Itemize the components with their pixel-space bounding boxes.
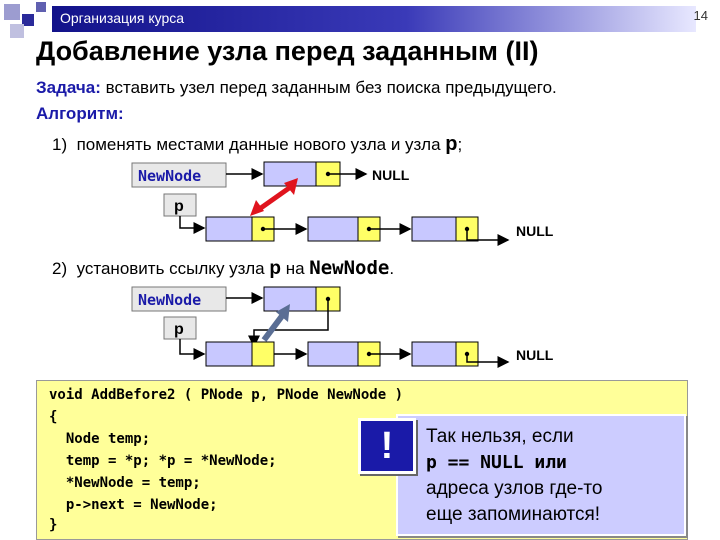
code-line: { bbox=[49, 409, 58, 425]
diagram-1 bbox=[132, 162, 554, 241]
code-line: temp = *p; *p = *NewNode; bbox=[49, 453, 277, 469]
step-2-mid: на bbox=[280, 259, 310, 278]
warning-line: Так нельзя, если bbox=[426, 426, 574, 447]
newnode-label: NewNode bbox=[138, 291, 202, 309]
course-title: Организация курса bbox=[60, 10, 185, 26]
page-number: 14 bbox=[693, 8, 708, 23]
step-2-var: p bbox=[269, 258, 281, 279]
step-1-text: поменять местами данные нового узла и узла bbox=[76, 135, 446, 154]
step-1-tail: ; bbox=[457, 135, 463, 154]
null-label-bottom: NULL bbox=[516, 347, 554, 363]
algorithm-label: Алгоритм: bbox=[36, 104, 124, 123]
p-pointer bbox=[180, 216, 204, 228]
null-label-bottom: NULL bbox=[516, 223, 554, 239]
code-line: *NewNode = temp; bbox=[49, 475, 201, 491]
code-line: void AddBefore2 ( PNode p, PNode NewNode ) bbox=[49, 387, 404, 403]
step-2-target: NewNode bbox=[309, 257, 390, 279]
list-node-3-data bbox=[412, 342, 456, 366]
step-1-number: 1) bbox=[52, 135, 68, 154]
list-node-2-data bbox=[308, 342, 358, 366]
step-1-var: p bbox=[445, 133, 458, 155]
task-text: вставить узел перед заданным без поиска предыдущего. bbox=[100, 78, 557, 97]
p-pointer bbox=[180, 339, 204, 354]
p-label: p bbox=[174, 321, 184, 338]
warning-line: p == NULL или bbox=[426, 452, 567, 473]
null-label-top: NULL bbox=[372, 167, 410, 183]
warning-line: адреса узлов где-то bbox=[426, 478, 603, 499]
list-node-2-data bbox=[308, 217, 358, 241]
warning-line: еще запоминаются! bbox=[426, 504, 601, 525]
list-node-3-data bbox=[412, 217, 456, 241]
new-node-data bbox=[264, 287, 316, 311]
newnode-label: NewNode bbox=[138, 167, 202, 185]
step-2-text: установить ссылку узла bbox=[76, 259, 270, 278]
list-node-1-data bbox=[206, 217, 252, 241]
warning-note bbox=[396, 414, 686, 536]
exclamation-icon: ! bbox=[358, 418, 416, 474]
p-label: p bbox=[174, 198, 184, 215]
code-line: } bbox=[49, 517, 58, 533]
code-line: p->next = NewNode; bbox=[49, 497, 218, 513]
task-label: Задача: bbox=[36, 78, 101, 97]
code-line: Node temp; bbox=[49, 431, 151, 447]
diagram-2 bbox=[132, 287, 554, 366]
list-node-1-data bbox=[206, 342, 252, 366]
slide-title: Добавление узла перед заданным (II) bbox=[36, 36, 539, 66]
step-2-tail: . bbox=[389, 259, 395, 278]
list-node-1-link bbox=[252, 342, 274, 366]
step-2-number: 2) bbox=[52, 259, 68, 278]
